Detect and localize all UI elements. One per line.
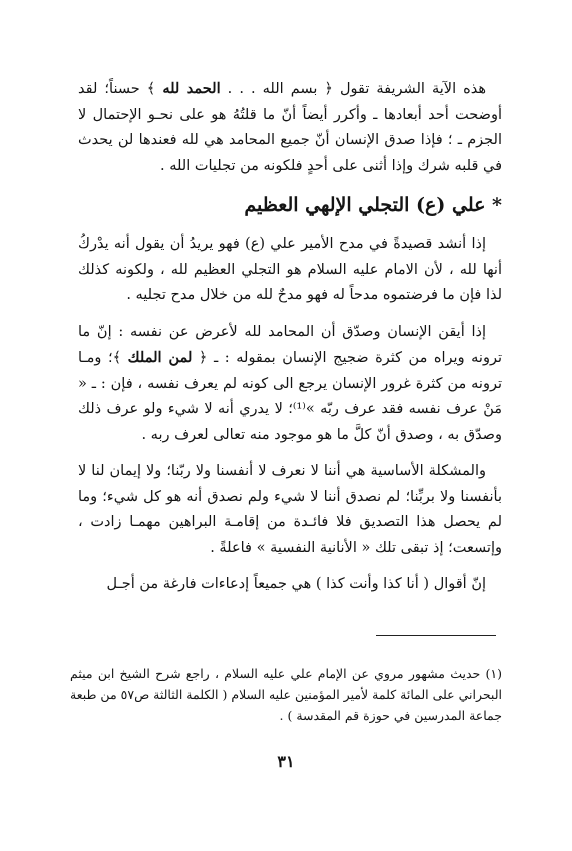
page-number: ٣١ <box>277 752 295 771</box>
paragraph-3-emphasis: لمن الملك <box>127 349 193 366</box>
section-heading: * علي (ع) التجلي الإلهي العظيم <box>244 194 502 216</box>
main-text <box>78 76 502 609</box>
paragraph-1 <box>78 76 502 179</box>
footnote: (١) حديث مشهور مروي عن الإمام علي عليه السلام ، راجع شرح الشيخ ابن ميثم البحراني على المائة كلمة لأمير المؤمنين عليه السلام ( الكلمة الثالثة ص٥٧ من طبعة جماعة المدرسين في حوزة قم المقدسة ) . <box>70 665 502 723</box>
paragraph-4: والمشكلة الأساسية هي أننا لا نعرف لا أنفسنا ولا ربّنا؛ ولا إيمان لنا لا بأنفسنا ولا بربِّنا؛ لم نصدق أننا لا شيء ولم نصدق أنه هو كل شيء؛ وما لم يحصل هذا التصديق فلا فائـدة من إقامـة البراهين مهمـا زادت ، وإتسعت؛ إذ تبقى تلك « الأنانية النفسية » فاعلةً . <box>78 463 502 556</box>
paragraph-3-end: ﴾؛ ومـا ترونه من كثرة غرور الإنسان يرجع الى كونه لم يعرف نفسه ، فإن : ـ « مَنْ عرف نفسه فقد عرف ربّه »⁽¹⁾؛ لا يدري أنه لا شيء ولو عرف ذلك وصدّق به ، وصدق أنّ كلَّ ما هو موجود منه تعالى لعرف ربه . <box>78 350 502 443</box>
paragraph-5: إنّ أقوال ( أنا كذا وأنت كذا ) هي جميعاً إدعاءات فارغة من أجـل <box>106 576 486 592</box>
paragraph-1-emphasis: الحمد لله <box>162 80 221 97</box>
paragraph-3 <box>78 320 502 449</box>
footnote-divider <box>376 635 496 636</box>
paragraph-3-start: إذا أيقن الإنسان وصدّق أن المحامد لله لأعرض عن نفسه : إنّ ما ترونه ويراه من كثرة ضجيج الإنسان بمقوله : ـ ﴿ <box>78 323 502 366</box>
paragraph-1-end: ﴾ حسناً؛ لقد أوضحت أحد أبعادها ـ وأكرر أيضاً أنّ ما قلتُهُ هو على نحـو الإحتمال لا الجزم ـ ؛ فإذا صدق الإنسان أنّ جميع المحامد هي لله فعندها لن يحدث في قلبه شرك وإذا أثنى على أحدٍ فلكونه من تجليات الله . <box>78 81 502 174</box>
paragraph-1-start: هذه الآية الشريفة تقول ﴿ بسم الله . . . <box>220 81 486 97</box>
paragraph-2: إذا أنشد قصيدةً في مدح الأمير علي (ع) فهو يريدُ أن يقول أنه يدْركُ أنها لله ، لأن الامام عليه السلام هو التجلي العظيم لله ، ولكونه كذلك لذا فإن ما فرضتموه مدحاً له فهو مدحٌ لله من خلال مدح تجليه . <box>78 236 502 303</box>
